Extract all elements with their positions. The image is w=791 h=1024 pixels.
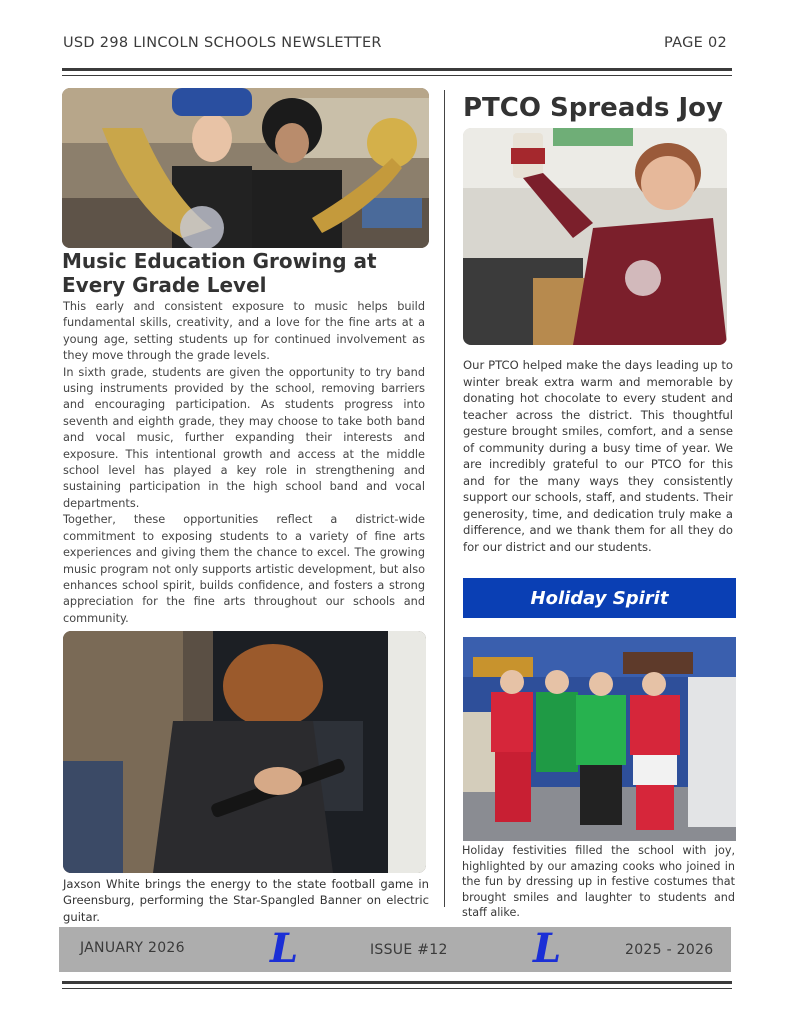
ptco-article-body: Our PTCO helped make the days leading up to winter break extra warm and memorable by donating hot chocolate to every student and teacher across the district. This thoughtful gesture brought smiles, comfort, and a sense of community during a busy time of year. We are incredibly grateful to our PTCO for this and for the many ways they consistently support our schools, staff, and students. Their generosity, time, and dedication truly make a difference, and we thank them for all they do for our district and our students.: [463, 358, 733, 554]
ptco-hot-chocolate-photo: [463, 128, 727, 345]
music-paragraph: This early and consistent exposure to music helps build fundamental skills, creativity, and a love for the fine arts at a young age, setting students up for continued involvement as they move through the grade levels.: [63, 300, 425, 363]
music-article-body: [63, 299, 425, 627]
header-rule-bottom: [62, 75, 732, 76]
header-rule-top: [62, 68, 732, 71]
footer-rule-top: [62, 981, 732, 984]
music-heading: [62, 249, 442, 297]
band-students-photo: [62, 88, 429, 248]
music-paragraph: In sixth grade, students are given the opportunity to try band using instruments provided by the school, removing barriers and encouraging participation. As students progress into seventh and eighth grade, they may choose to take both band and vocal music, further expanding their interests and exposure. This intentional growth and access at the middle school level has played a key role in strengthening and sustaining participation in the high school band and vocal departments.: [63, 365, 425, 510]
page-number: PAGE 02: [664, 35, 728, 51]
ptco-heading: PTCO Spreads Joy: [463, 93, 723, 123]
music-paragraph: Together, these opportunities reflect a district-wide commitment to exposing students to a variety of fine arts experiences and giving them the chance to excel. The growing music program not only supports artistic development, but also enhances school spirit, builds confidence, and fosters a strong appreciation for the fine arts throughout our schools and community.: [63, 513, 425, 625]
footer-issue: ISSUE #12: [370, 942, 448, 958]
footer-school-year: 2025 - 2026: [625, 942, 714, 958]
holiday-spirit-title: Holiday Spirit: [530, 587, 669, 609]
column-divider: [444, 90, 445, 907]
music-heading-line2: Every Grade Level: [62, 273, 267, 297]
school-logo-right: L: [533, 925, 562, 972]
footer-rule-bottom: [62, 988, 732, 989]
guitar-photo-caption: Jaxson White brings the energy to the state football game in Greensburg, performing the Star-Spangled Banner on electric guitar.: [63, 877, 429, 924]
music-heading-line1: Music Education Growing at: [62, 249, 377, 273]
footer-date: JANUARY 2026: [80, 940, 185, 956]
holiday-spirit-banner: [463, 578, 736, 618]
guitar-performance-photo: [63, 631, 426, 873]
newsletter-title: USD 298 LINCOLN SCHOOLS NEWSLETTER: [63, 35, 382, 51]
school-logo-left: L: [270, 925, 299, 972]
holiday-cooks-photo: [463, 637, 736, 841]
holiday-photo-caption: Holiday festivities filled the school with joy, highlighted by our amazing cooks who joined in the fun by dressing up in festive costumes that brought smiles and laughter to students and staff alike.: [462, 844, 735, 919]
